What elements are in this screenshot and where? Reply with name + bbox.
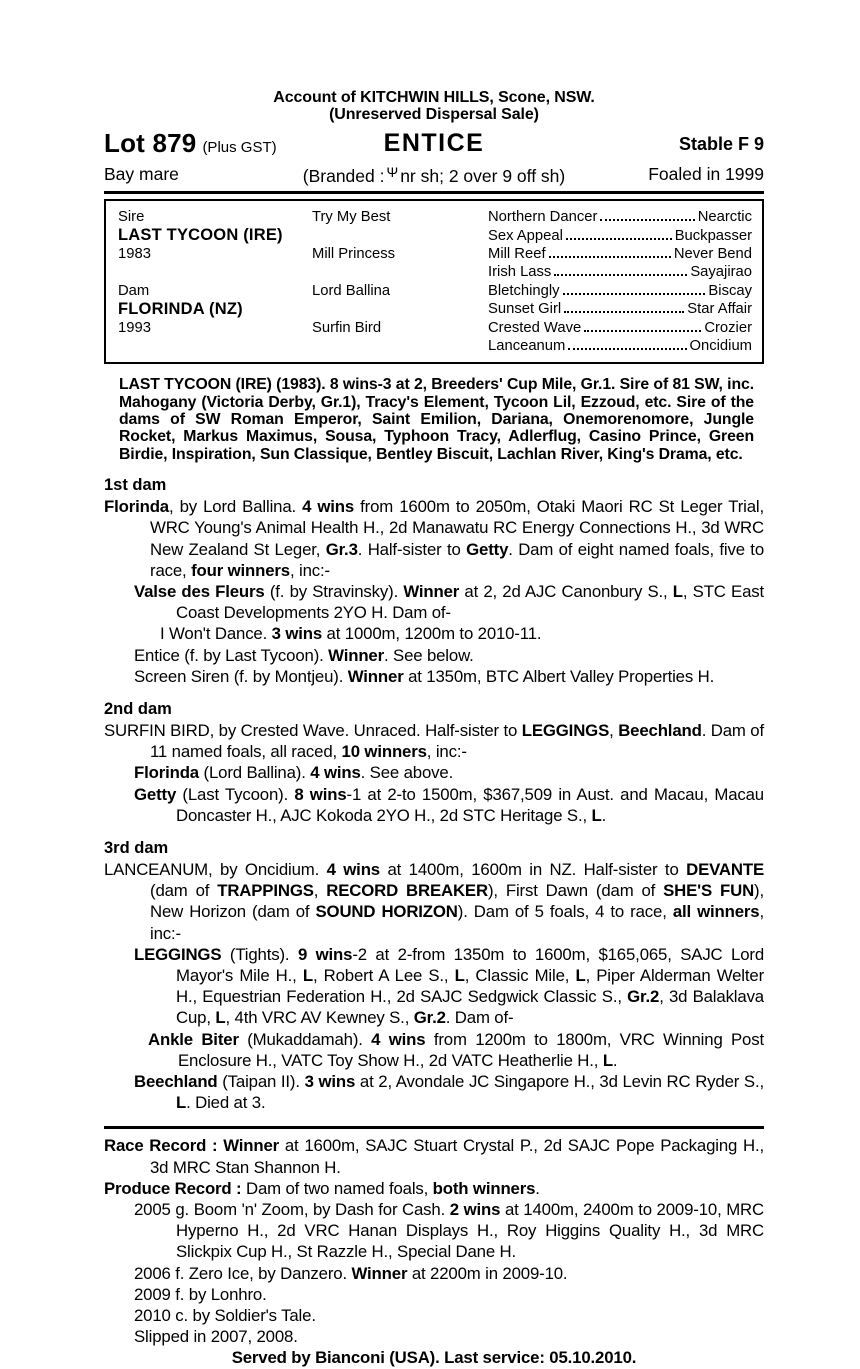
pedigree-greatgrandparents [488, 246, 752, 262]
pedigree-ggp-sire: Nearctic [697, 209, 752, 226]
pedigree-paragraph: LANCEANUM, by Oncidium. 4 wins at 1400m, 1600m in NZ. Half-sister to DEVANTE (dam of TRAPPINGS, RECORD BREAKER), First Dawn (dam of SHE'S FUN), New Horizon (dam of SOUND HORIZON). Dam of 5 foals, 4 to race, all winners, inc:- [104, 860, 764, 943]
pedigree-ggp-sire: Buckpasser [674, 227, 752, 244]
dam-sections [104, 476, 764, 1113]
pedigree-row [118, 263, 752, 281]
pedigree-ggp-name: Mill Reef [488, 245, 546, 262]
description-row [104, 164, 764, 187]
pedigree-ggp-name: Sunset Girl [488, 301, 562, 318]
pedigree-greatgrandparents [488, 301, 752, 317]
pedigree-ggp-name: Crested Wave [488, 319, 582, 336]
pedigree-label: 1993 [118, 319, 151, 336]
pedigree-ggp-sire: Star Affair [687, 301, 752, 318]
stable-number: Stable F 9 [678, 134, 764, 154]
record-paragraph: 2010 c. by Soldier's Tale. [134, 1306, 316, 1326]
gst-note: (Plus GST) [202, 139, 277, 156]
pedigree-ggp-sire: Crozier [704, 319, 752, 336]
pedigree-label: Sire [118, 209, 145, 226]
pedigree-grandparent: Try My Best [312, 209, 391, 226]
pedigree-paragraph: Getty (Last Tycoon). 8 wins-1 at 2-to 1500m, $367,509 in Aust. and Macau, Macau Doncaster H., AJC Kokoda 2YO H., 2d STC Heritage S., L. [134, 784, 764, 825]
pedigree-greatgrandparents [488, 283, 752, 299]
lot-row [104, 128, 764, 162]
sale-note: (Unreserved Dispersal Sale) [329, 106, 539, 123]
branded-suffix: nr sh; 2 over 9 off sh) [400, 166, 566, 186]
account-line: Account of KITCHWIN HILLS, Scone, NSW. [273, 89, 595, 106]
horse-name: ENTICE [383, 129, 485, 157]
pedigree-greatgrandparents [488, 264, 752, 280]
pedigree-greatgrandparents [488, 320, 752, 336]
sire-summary: LAST TYCOON (IRE) (1983). 8 wins-3 at 2, Breeders' Cup Mile, Gr.1. Sire of 81 SW, inc. Mahogany (Victoria Derby, Gr.1), Tracy's Element, Tycoon Lil, Ezzoud, etc. Sire of the dams of SW Roman Emperor, Saint Emilion, Dariana, Onemorenomore, Jungle Rocket, Markus Maximus, Sousa, Typhoon Tracy, Adlerflug, Casino Prince, Green Birdie, Inspiration, Sun Classique, Bentley Biscuit, Lachlan River, King's Drama, etc. [119, 376, 754, 463]
section-heading: 3rd dam [104, 839, 169, 857]
header-divider [104, 191, 764, 194]
pedigree-ggp-name: Lanceanum [488, 337, 566, 354]
pedigree-table [104, 199, 764, 364]
foaled-year: Foaled in 1999 [648, 164, 764, 184]
pedigree-ggp-name: Irish Lass [488, 264, 552, 281]
dot-leader [564, 311, 684, 313]
section-heading: 2nd dam [104, 699, 172, 718]
record-paragraph: 2009 f. by Lonhro. [134, 1284, 267, 1304]
record-paragraph: Produce Record : Dam of two named foals, both winners. [104, 1178, 540, 1198]
pedigree-row [118, 337, 752, 355]
pedigree-row [118, 208, 752, 226]
dot-leader [563, 293, 706, 295]
pedigree-paragraph: Florinda, by Lord Ballina. 4 wins from 1600m to 2050m, Otaki Maori RC St Leger Trial, WRC Young's Animal Health H., 2d Manawatu RC Energy Connections H., 3d WRC New Zealand St Leger, Gr.3. Half-sister to Getty. Dam of eight named foals, five to race, four winners, inc:- [104, 497, 764, 580]
pedigree-label: Dam [118, 282, 150, 299]
dot-leader [584, 330, 701, 332]
dot-leader [566, 238, 672, 240]
pedigree-paragraph: LEGGINGS (Tights). 9 wins-2 at 2-from 1350m to 1600m, $165,065, SAJC Lord Mayor's Mile H., L, Robert A Lee S., L, Classic Mile, L, Piper Alderman Welter H., Equestrian Federation H., 2d SAJC Sedgwick Classic S., Gr.2, 3d Balaklava Cup, L, 4th VRC AV Kewney S., Gr.2. Dam of- [134, 944, 765, 1028]
pedigree-grandparent: Lord Ballina [312, 282, 391, 299]
record-paragraph: 2005 g. Boom 'n' Zoom, by Dash for Cash. 2 wins at 1400m, 2400m to 2009-10, MRC Hyperno H., 2d VRC Hanan Displays H., Roy Higgins Quality H., 3d MRC Slickpix Cup H., St Razzle H., Special Dane H. [134, 1200, 764, 1262]
pedigree-principal-name: FLORINDA (NZ) [118, 299, 243, 318]
pedigree-greatgrandparents [488, 209, 752, 225]
pedigree-paragraph: Screen Siren (f. by Montjeu). Winner at 1350m, BTC Albert Valley Properties H. [134, 666, 715, 686]
record-paragraph: Served by Bianconi (USA). Last service: 05.10.2010. [231, 1348, 637, 1368]
pedigree-ggp-sire: Never Bend [673, 245, 752, 262]
dot-leader [568, 348, 686, 350]
record-section [104, 1135, 764, 1368]
pedigree-paragraph: SURFIN BIRD, by Crested Wave. Unraced. Half-sister to LEGGINGS, Beechland. Dam of 11 named foals, all raced, 10 winners, inc:- [104, 720, 764, 762]
pedigree-ggp-sire: Oncidium [689, 337, 752, 354]
color-sex: Bay mare [104, 164, 179, 184]
pedigree-row [118, 300, 752, 318]
pedigree-greatgrandparents [488, 228, 752, 244]
section-heading: 1st dam [104, 476, 167, 495]
record-paragraph: 2006 f. Zero Ice, by Danzero. Winner at 2200m in 2009-10. [134, 1263, 568, 1283]
pedigree-paragraph: Florinda (Lord Ballina). 4 wins. See above. [134, 763, 454, 783]
dot-leader [600, 219, 694, 221]
lot-number: Lot 879 [104, 128, 197, 158]
pedigree-label: 1983 [118, 245, 151, 262]
pedigree-paragraph: Ankle Biter (Mukaddamah). 4 wins from 1200m to 1800m, VRC Winning Post Enclosure H., VATC Toy Show H., 2d VATC Heatherlie H., L. [148, 1029, 764, 1070]
pedigree-ggp-sire: Sayajirao [690, 264, 752, 281]
pedigree-paragraph: I Won't Dance. 3 wins at 1000m, 1200m to 2010-11. [160, 624, 542, 644]
pedigree-paragraph: Valse des Fleurs (f. by Stravinsky). Winner at 2, 2d AJC Canonbury S., L, STC East Coast Developments 2YO H. Dam of- [134, 581, 765, 623]
record-divider [104, 1126, 764, 1129]
pedigree-ggp-name: Sex Appeal [488, 227, 563, 244]
brand-description [104, 164, 764, 187]
pedigree-ggp-name: Northern Dancer [488, 209, 598, 226]
pedigree-ggp-name: Bletchingly [488, 282, 560, 299]
pedigree-ggp-sire: Biscay [708, 282, 752, 299]
dot-leader [554, 274, 687, 276]
pedigree-row [118, 318, 752, 336]
pedigree-grandparent: Surfin Bird [312, 319, 382, 336]
pedigree-principal-name: LAST TYCOON (IRE) [118, 226, 283, 245]
pedigree-paragraph: Entice (f. by Last Tycoon). Winner. See below. [134, 645, 474, 665]
dot-leader [549, 256, 671, 258]
pedigree-row [118, 245, 752, 263]
pedigree-grandparent: Mill Princess [312, 245, 396, 262]
brand-mark-icon: Ψ [386, 164, 399, 180]
pedigree-paragraph: Beechland (Taipan II). 3 wins at 2, Avondale JC Singapore H., 3d Levin RC Ryder S., L. Died at 3. [134, 1072, 764, 1113]
record-paragraph: Slipped in 2007, 2008. [134, 1327, 298, 1347]
record-paragraph: Race Record : Winner at 1600m, SAJC Stuart Crystal P., 2d SAJC Pope Packaging H., 3d MRC Stan Shannon H. [104, 1136, 764, 1177]
pedigree-greatgrandparents [488, 338, 752, 354]
branded-prefix: (Branded : [302, 166, 385, 186]
pedigree-row [118, 282, 752, 300]
pedigree-row [118, 226, 752, 244]
